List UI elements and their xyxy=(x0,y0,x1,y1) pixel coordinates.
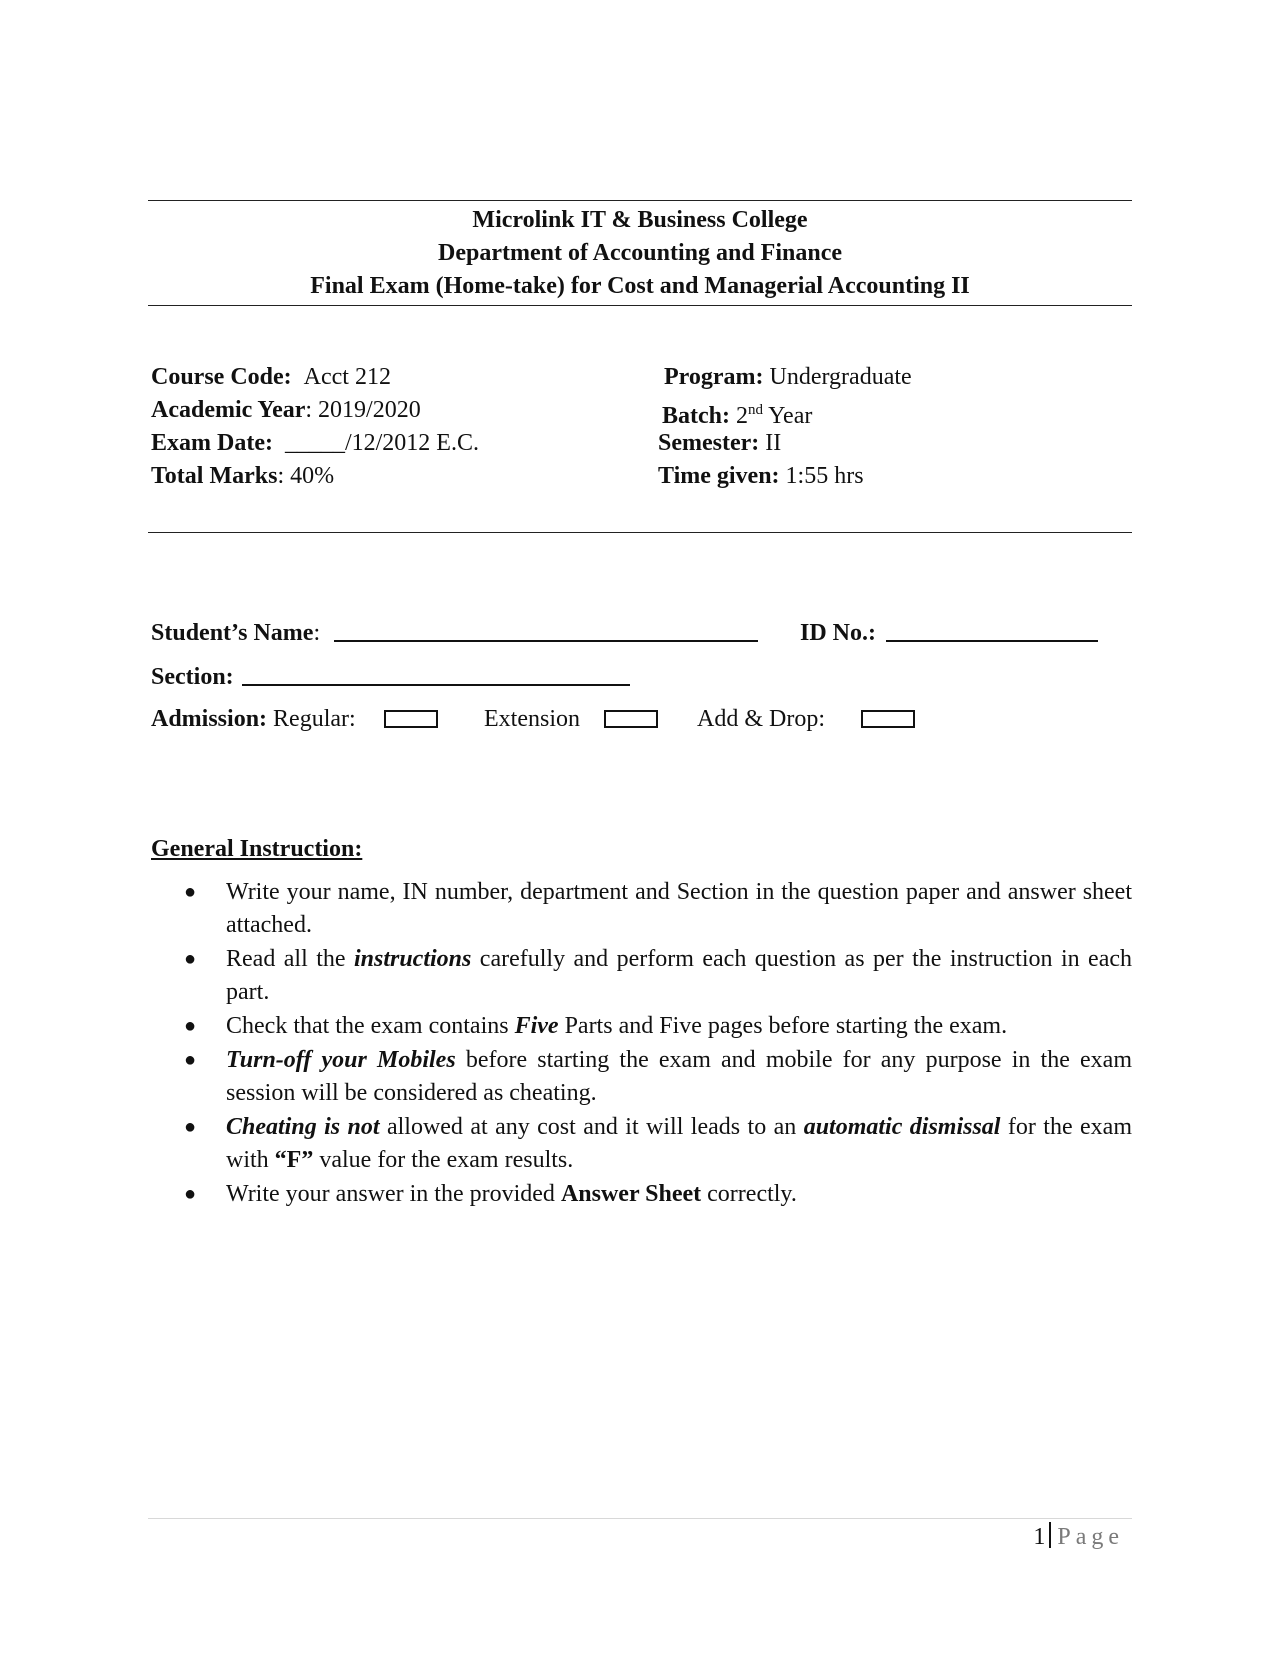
general-instruction-title: General Instruction: xyxy=(151,836,363,862)
add-drop-checkbox[interactable] xyxy=(861,710,915,728)
exam-date-value: _____/12/2012 E.C. xyxy=(284,430,479,456)
section-row xyxy=(151,664,630,691)
instruction-item xyxy=(180,1178,1132,1211)
instruction-item xyxy=(180,943,1132,1009)
instruction-fragment: carefully and perform each question as per the instruction in each part. xyxy=(226,946,1133,1005)
academic-year-row xyxy=(151,394,479,427)
instruction-text xyxy=(226,1044,1132,1110)
instruction-fragment: Turn-off your Mobiles xyxy=(226,1047,456,1073)
bullet-icon: ● xyxy=(184,1015,197,1037)
course-code-value: Acct 212 xyxy=(303,364,391,390)
page-word: Page xyxy=(1057,1524,1124,1550)
admission-extension-label: Extension xyxy=(484,706,580,732)
page-footer xyxy=(1033,1522,1124,1551)
total-marks-label: Total Marks xyxy=(151,463,278,489)
instruction-fragment: Check that the exam contains xyxy=(226,1013,515,1039)
bullet-icon: ● xyxy=(184,881,197,903)
instruction-fragment: Write your name, IN number, department and Section in the question paper and answer sheet attached. xyxy=(226,879,1132,938)
extension-label-wrap xyxy=(484,706,580,733)
section-label: Section: xyxy=(151,664,234,690)
academic-year-value: : 2019/2020 xyxy=(305,397,421,423)
instruction-fragment: value for the exam results. xyxy=(313,1147,574,1173)
college-name: Microlink IT & Business College xyxy=(472,207,808,233)
program-value: Undergraduate xyxy=(769,364,912,390)
admission-add-drop-label: Add & Drop: xyxy=(697,706,825,732)
instruction-text xyxy=(226,1111,1132,1177)
program-label: Program: xyxy=(664,364,764,390)
time-given-label: Time given: xyxy=(658,463,780,489)
admission-label: Admission: xyxy=(151,706,268,732)
admission-regular-label: Regular: xyxy=(273,706,356,732)
student-name-row xyxy=(151,620,758,647)
batch-suffix: nd xyxy=(748,402,763,418)
semester-label: Semester: xyxy=(658,430,760,456)
instruction-fragment: Parts and Five pages before starting the exam. xyxy=(558,1013,1008,1039)
footer-separator xyxy=(1049,1522,1051,1548)
page-number: 1 xyxy=(1033,1524,1046,1550)
instruction-item xyxy=(180,876,1132,942)
department-name: Department of Accounting and Finance xyxy=(438,240,842,266)
exam-title: Final Exam (Home-take) for Cost and Managerial Accounting II xyxy=(310,273,970,299)
instruction-fragment: Cheating is not xyxy=(226,1114,380,1140)
section-field[interactable] xyxy=(242,683,630,686)
add-drop-label-wrap xyxy=(697,706,825,733)
course-info-left xyxy=(151,361,479,493)
instruction-fragment: Answer Sheet xyxy=(560,1181,702,1207)
extension-checkbox[interactable] xyxy=(604,710,658,728)
course-code-row xyxy=(151,361,479,394)
batch-label: Batch: xyxy=(662,403,730,429)
instruction-item xyxy=(180,1044,1132,1110)
instruction-fragment: Five xyxy=(514,1013,559,1039)
header-top-rule xyxy=(148,200,1132,201)
instruction-text xyxy=(226,1178,1132,1211)
instruction-text xyxy=(226,876,1132,942)
student-name-colon: : xyxy=(313,620,321,646)
instruction-text xyxy=(226,943,1132,1009)
regular-checkbox[interactable] xyxy=(384,710,438,728)
exam-date-label: Exam Date: xyxy=(151,430,273,456)
course-info-right xyxy=(658,361,912,493)
batch-number: 2 xyxy=(736,403,748,429)
program-row xyxy=(658,361,912,394)
info-bottom-rule xyxy=(148,532,1132,533)
footer-rule xyxy=(148,1518,1132,1519)
student-name-field[interactable] xyxy=(334,639,758,642)
instruction-fragment: instructions xyxy=(353,946,472,972)
bullet-icon: ● xyxy=(184,1183,197,1205)
instruction-fragment: Read all the xyxy=(226,946,354,972)
instruction-fragment: Write your answer in the provided xyxy=(226,1181,561,1207)
bullet-icon: ● xyxy=(184,1116,197,1138)
instruction-list xyxy=(180,876,1132,1212)
admission-row xyxy=(151,706,356,733)
time-given-value: 1:55 hrs xyxy=(785,463,864,489)
instruction-text xyxy=(226,1010,1132,1043)
instruction-fragment: before starting the exam and mobile for any purpose in the exam session will be considered as cheating. xyxy=(226,1047,1132,1106)
id-number-row xyxy=(800,620,1098,647)
instruction-fragment: for the exam with xyxy=(226,1114,1132,1173)
instruction-fragment: “F” xyxy=(274,1147,314,1173)
student-name-label: Student’s Name xyxy=(151,620,314,646)
total-marks-row xyxy=(151,460,479,493)
course-code-label: Course Code: xyxy=(151,364,292,390)
time-given-row xyxy=(658,460,912,493)
instruction-item xyxy=(180,1111,1132,1177)
exam-header xyxy=(148,204,1132,303)
batch-year: Year xyxy=(768,403,813,429)
header-bottom-rule xyxy=(148,305,1132,306)
bullet-icon: ● xyxy=(184,948,197,970)
batch-row xyxy=(658,394,912,427)
exam-date-row xyxy=(151,427,479,460)
instruction-fragment: correctly. xyxy=(701,1181,797,1207)
academic-year-label: Academic Year xyxy=(151,397,306,423)
total-marks-value: : 40% xyxy=(277,463,335,489)
semester-row xyxy=(658,427,912,460)
instruction-fragment: automatic dismissal xyxy=(803,1114,1001,1140)
bullet-icon: ● xyxy=(184,1049,197,1071)
instruction-item xyxy=(180,1010,1132,1043)
semester-value: II xyxy=(765,430,782,456)
id-number-label: ID No.: xyxy=(800,620,876,646)
instruction-fragment: allowed at any cost and it will leads to an xyxy=(379,1114,804,1140)
id-number-field[interactable] xyxy=(886,639,1098,642)
